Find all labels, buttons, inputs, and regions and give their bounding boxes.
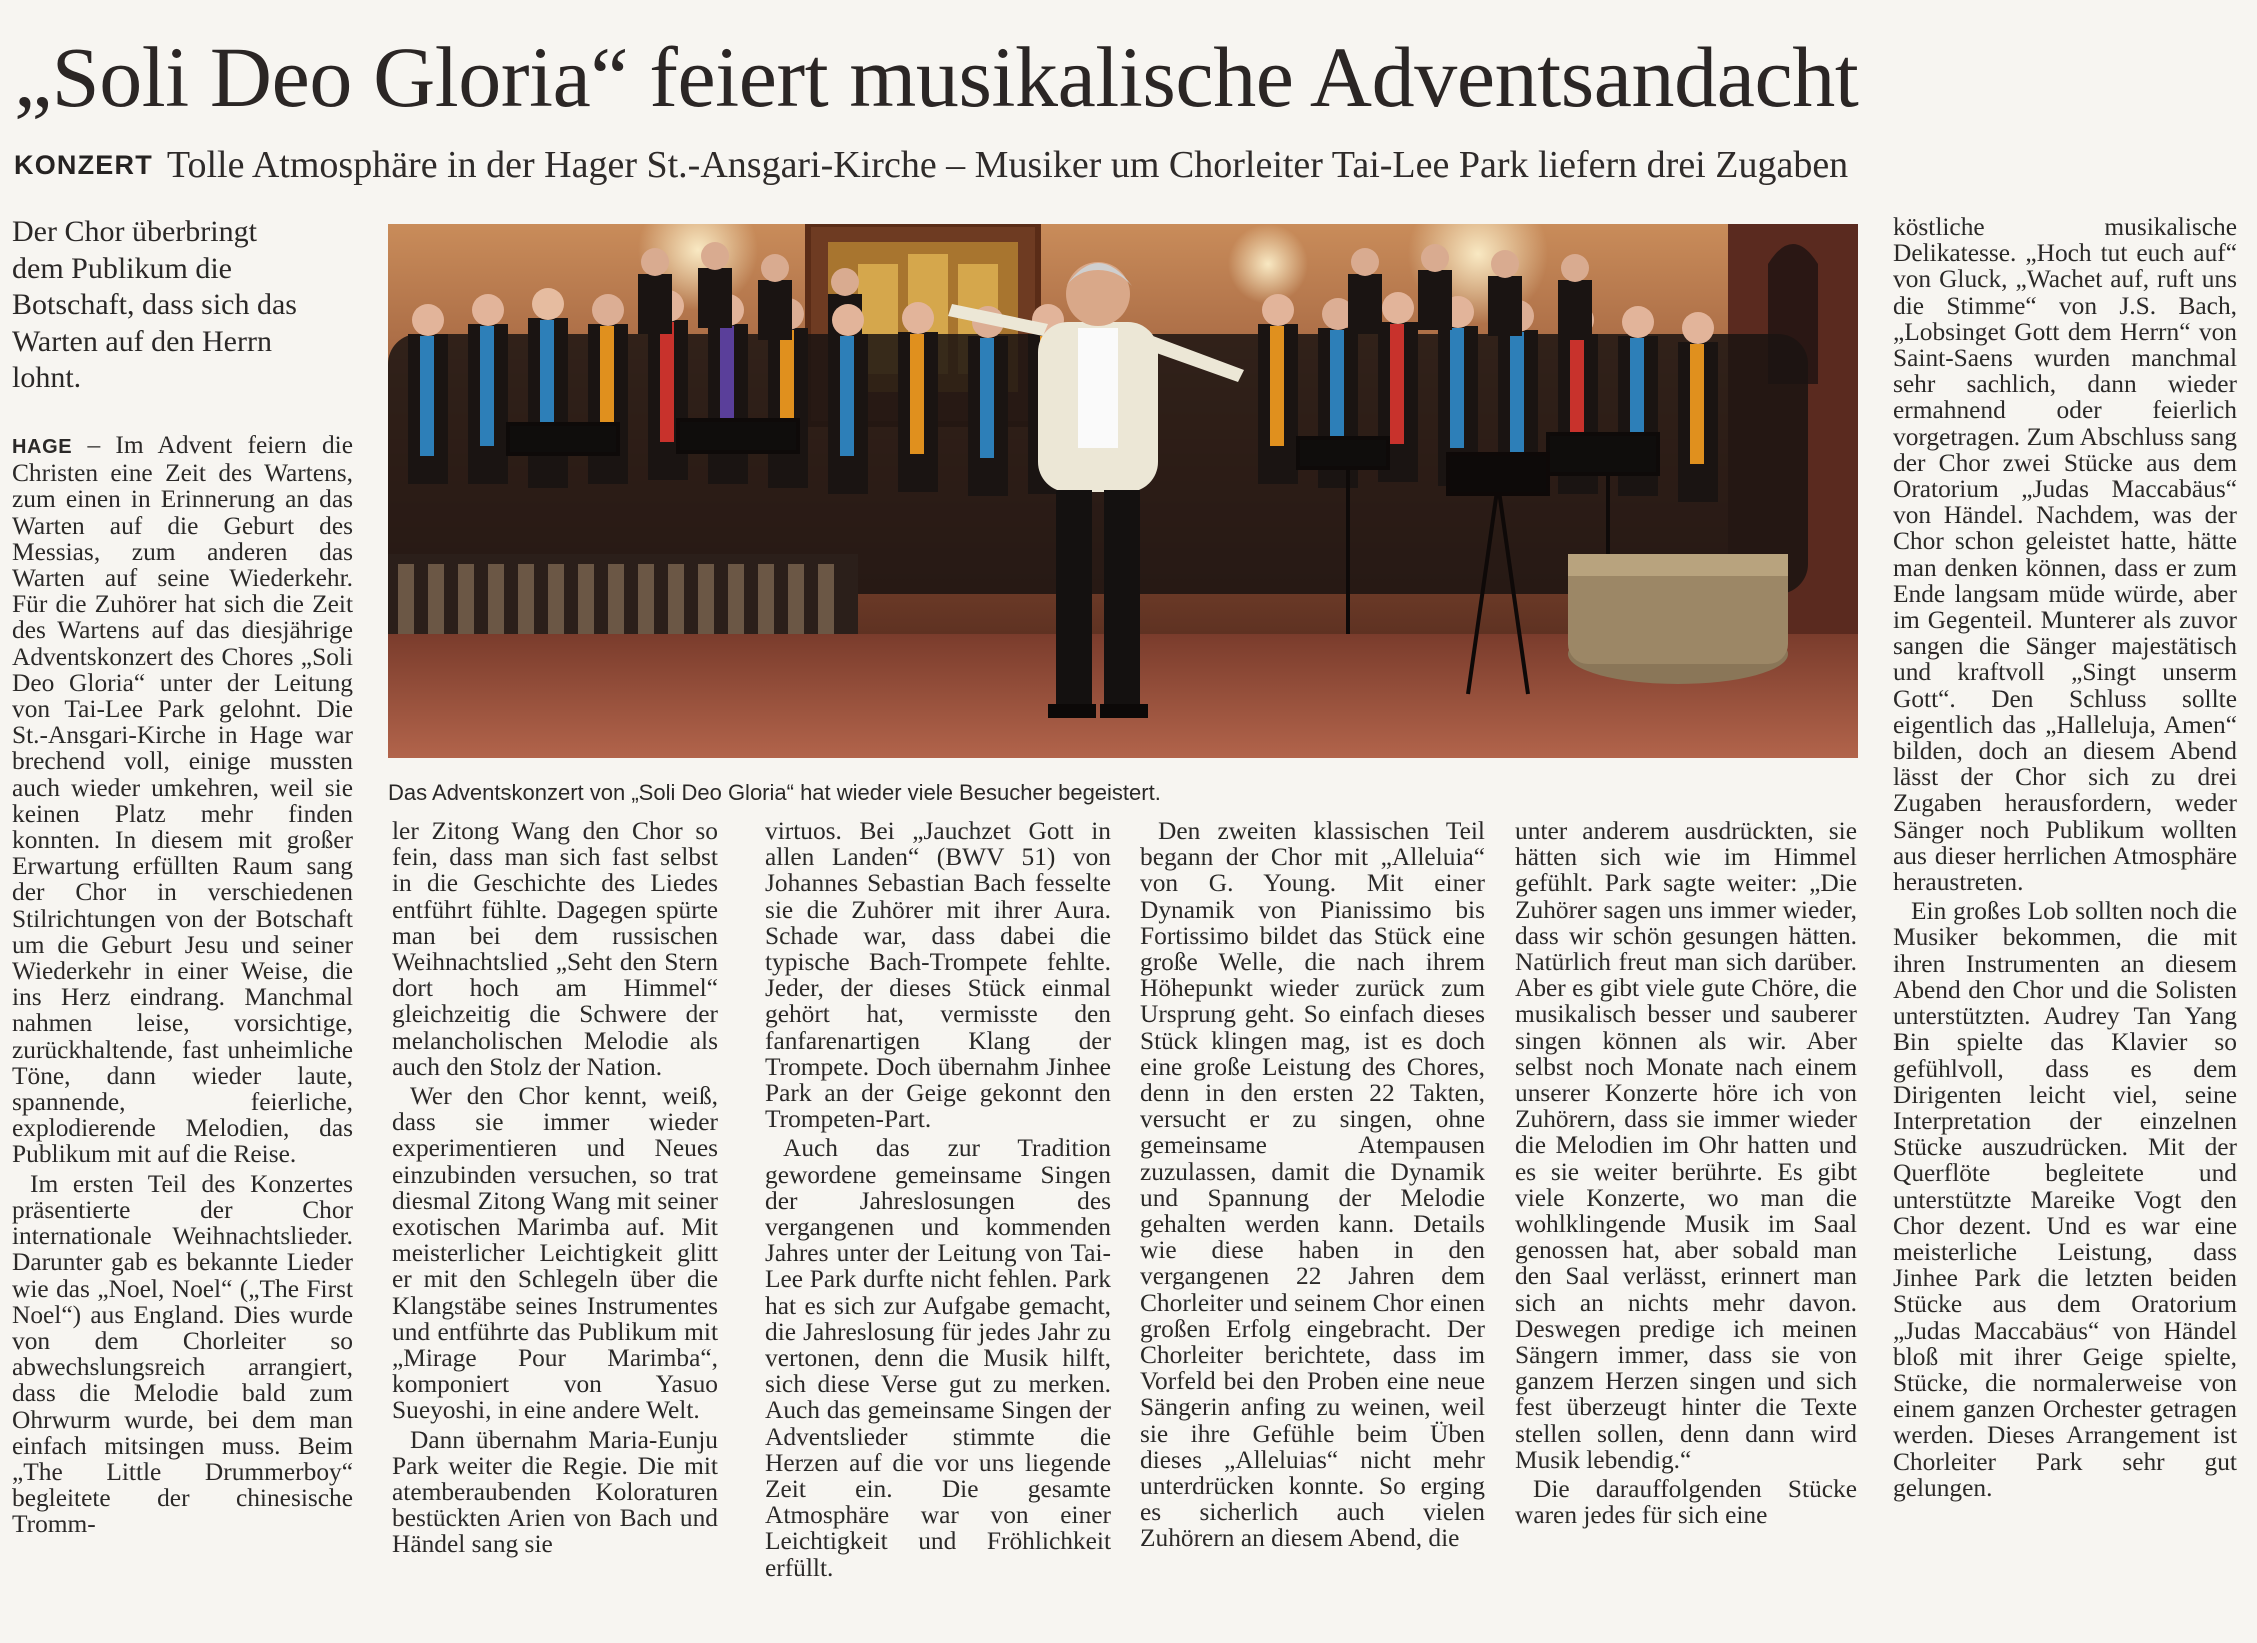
- text-column-1: [12, 432, 353, 1538]
- article-teaser: [12, 214, 302, 397]
- paragraph-10: Die darauffolgenden Stücke waren jedes für sich eine: [1515, 1475, 1857, 1530]
- choir-photo-illustration: [388, 224, 1858, 758]
- paragraph-11: köstliche musikalische Delikatesse. „Hoch tut euch auf“ von Gluck, „Wachet auf, ruft uns die Stimme“ von J.S. Bach, „Lobsinget Gott dem Herrn“ von Saint-Saens wurden manchmal sehr sachlich, dann wieder ermahnend oder feierlich vorgetragen. Zum Abschluss sang der Chor zwei Stücke aus dem Oratorium „Judas Maccabäus“ von Händel. Nachdem, was der Chor schon geleistet hatte, hätte man denken können, dass er zum Ende langsam müde würde, aber im Gegenteil. Munterer als zuvor sangen die Sänger majestätisch und kraftvoll „Singt unserm Gott“. Den Schluss sollte eigentlich das „Halleluja, Amen“ bilden, doch an diesem Abend lässt der Chor sich zu drei Zugaben herausfordern, weder Sänger noch Publikum wollten aus dieser herrlichen Atmosphäre heraustreten.: [1893, 213, 2237, 897]
- rubric-kicker: KONZERT: [14, 150, 153, 180]
- text-column-3: [765, 818, 1111, 1581]
- dateline: HAGE: [12, 436, 73, 458]
- text-column-6: [1893, 214, 2237, 1501]
- text-column-5: [1515, 818, 1857, 1528]
- teaser-text: Der Chor überbringt dem Publikum die Botschaft, dass sich das Warten auf den Herrn lohnt.: [12, 215, 297, 394]
- paragraph-9: unter anderem ausdrückten, sie hätten sich wie im Himmel gefühlt. Park sagte weiter: „Die Zuhörer sagen uns immer wieder, dass wir schön gesungen hätten. Natürlich freut man sich darüber. Aber es gibt viele gute Chöre, die musikalisch besser und sauberer singen können als wir. Aber selbst noch Monate nach einem unserer Konzerte höre ich von Zuhörern, dass sie immer wieder die Melodien im Ohr hatten und es sie weiter berührte. Es gibt viele Konzerte, wo man die wohlklingende Musik im Saal genossen hat, aber sobald man den Saal verlässt, erinnert man sich an nichts mehr davon. Deswegen predige ich meinen Sängern immer, dass sie von ganzem Herzen singen und sich fest überzeugt hinter die Texte stellen sollen, denn dann wird Musik lebendig.“: [1515, 817, 1857, 1474]
- text-column-4: [1140, 818, 1485, 1552]
- paragraph-5: Dann übernahm Maria-Eunju Park weiter die Regie. Die mit atemberaubenden Koloraturen bestückten Arien von Bach und Händel sang sie: [392, 1425, 718, 1559]
- paragraph-8: Den zweiten klassischen Teil begann der Chor mit „Alleluia“ von G. Young. Mit einer Dynamik von Pianissimo bis Fortissimo bildet das Stück eine große Welle, die nach ihrem Höhepunkt wieder zurück zum Ursprung geht. So einfach dieses Stück klingen mag, ist es doch eine große Leistung des Chores, denn in den ersten 22 Takten, versucht er zu singen, ohne gemeinsame Atempausen zuzulassen, damit die Dynamik und Spannung der Melodie gehalten werden kann. Details wie diese haben in den vergangenen 22 Jahren dem Chorleiter und seinem Chor einen großen Erfolg eingebracht. Der Chorleiter berichtete, dass im Vorfeld bei den Proben eine neue Sängerin anfing zu weinen, weil sie ihre Gefühle beim Üben dieses „Alleluias“ nicht mehr unterdrücken konnte. So erging es sicherlich auch vielen Zuhörern an diesem Abend, die: [1140, 817, 1485, 1553]
- text-column-2: [392, 818, 718, 1558]
- paragraph-6: virtuos. Bei „Jauchzet Gott in allen Landen“ (BWV 51) von Johannes Sebastian Bach fesselte sie die Zuhörer mit ihrer Aura. Schade war, dass dabei die typische Bach-Trompete fehlte. Jeder, der dieses Stück einmal gehört hat, vermisste den fanfarenartigen Klang der Trompete. Doch übernahm Jinhee Park an der Geige gekonnt den Trompeten-Part.: [765, 817, 1111, 1134]
- paragraph-3: ler Zitong Wang den Chor so fein, dass man sich fast selbst in die Geschichte des Liedes entführt fühlte. Dagegen spürte man bei dem russischen Weihnachtslied „Seht den Stern dort hoch am Himmel“ gleichzeitig die Schwere der melancholischen Melodie als auch den Stolz der Nation.: [392, 817, 718, 1081]
- paragraph-1: [12, 432, 353, 1168]
- article-headline: „Soli Deo Gloria“ feiert musikalische Adventsandacht: [14, 29, 1859, 125]
- paragraph-1-text: – Im Advent feiern die Christen eine Zeit des Wartens, zum einen in Erinnerung an das Warten auf die Geburt des Messias, zum anderen das Warten auf seine Wiederkehr. Für die Zuhörer hat sich die Zeit des Wartens auf das diesjährige Adventskonzert des Chores „Soli Deo Gloria“ unter der Leitung von Tai-Lee Park gelohnt. Die St.-Ansgari-Kirche in Hage war brechend voll, einige mussten auch wieder umkehren, weil sie keinen Platz mehr finden konnten. In diesem mit großer Erwartung erfüllten Raum sang der Chor in verschiedenen Stilrichtungen von der Botschaft um die Geburt Jesu und seiner Wiederkehr in einer Weise, die ins Herz eindrang. Manchmal nahmen leise, vorsichtige, zurückhaltende, fast unheimliche Töne, dann wieder laute, spannende, feierliche, explodierende Melodien, das Publikum mit auf die Reise.: [12, 431, 353, 1169]
- concert-photo: [388, 224, 1858, 758]
- paragraph-7: Auch das zur Tradition gewordene gemeinsame Singen der Jahreslosungen des vergangenen und kommenden Jahres unter der Leitung von Tai-Lee Park durfte nicht fehlen. Park hat es sich zur Aufgabe gemacht, die Jahreslosung für jedes Jahr zu vertonen, denn die Musik hilft, sich diese Verse gut zu merken. Auch das gemeinsame Singen der Adventslieder stimmte die Herzen auf die vor uns liegende Zeit ein. Die gesamte Atmosphäre war von einer Leichtigkeit und Fröhlichkeit erfüllt.: [765, 1134, 1111, 1582]
- article-subheadline: [14, 140, 2244, 190]
- photo-caption: Das Adventskonzert von „Soli Deo Gloria“ hat wieder viele Besucher begeistert.: [388, 780, 1161, 805]
- paragraph-4: Wer den Chor kennt, weiß, dass sie immer wieder experimentieren und Neues einzubinden versuchen, so trat diesmal Zitong Wang mit seiner exotischen Marimba auf. Mit meisterlicher Leichtigkeit glitt er mit den Schlegeln über die Klangstäbe seines Instrumentes und entführte das Publikum mit „Mirage Pour Marimba“, komponiert von Yasuo Sueyoshi, in eine andere Welt.: [392, 1082, 718, 1425]
- subheadline-text: Tolle Atmosphäre in der Hager St.-Ansgari-Kirche – Musiker um Chorleiter Tai-Lee Park liefern drei Zugaben: [166, 144, 1849, 186]
- paragraph-12: Ein großes Lob sollten noch die Musiker bekommen, die mit ihren Instrumenten an diesem Abend den Chor und die Solisten unterstützten. Audrey Tan Yang Bin spielte das Klavier so gefühlvoll, dass es dem Dirigenten leicht viel, seine Interpretation der einzelnen Stücke auszudrücken. Mit der Querflöte begleitete und unterstützte Mareike Vogt den Chor dezent. Und es war eine meisterliche Leistung, dass Jinhee Park die letzten beiden Stücke aus dem Oratorium „Judas Maccabäus“ von Händel bloß mit ihrer Geige spielte, Stücke, die normalerweise von einem ganzen Orchester getragen werden. Dieses Arrangement ist Chorleiter Park sehr gut gelungen.: [1893, 897, 2237, 1502]
- paragraph-2: Im ersten Teil des Konzertes präsentierte der Chor internationale Weihnachtslieder. Darunter gab es bekannte Lieder wie das „Noel, Noel“ („The First Noel“) aus England. Dies wurde von dem Chorleiter so abwechslungsreich arrangiert, dass die Melodie bald zum Ohrwurm wurde, bei dem man einfach mitsingen muss. Beim „The Little Drummerboy“ begleitete der chinesische Tromm-: [12, 1169, 353, 1539]
